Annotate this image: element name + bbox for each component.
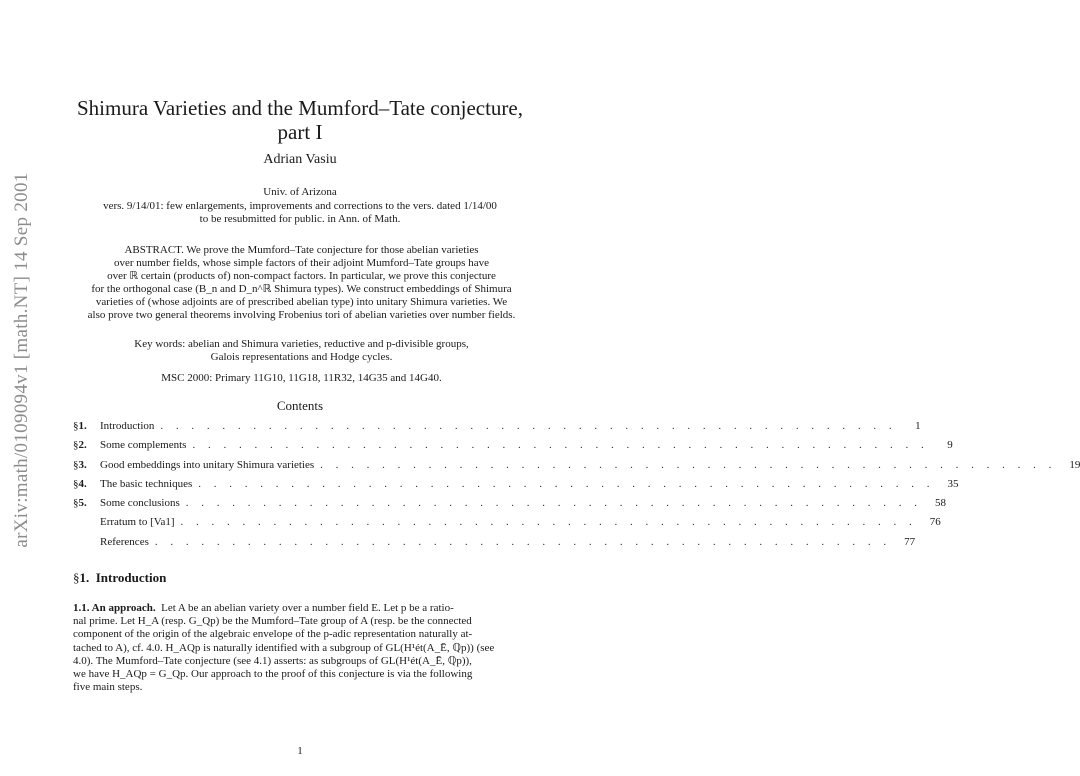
keywords (74, 338, 529, 364)
toc-number (73, 497, 100, 509)
toc-label: Erratum to [Va1] (100, 516, 175, 529)
page-number: 1 (297, 745, 303, 757)
abstract (74, 244, 529, 322)
affiliation: Univ. of Arizona (263, 186, 337, 198)
toc-entry-references[interactable] (73, 535, 916, 555)
toc-number (73, 439, 100, 451)
toc-entry-introduction[interactable] (73, 420, 921, 439)
toc-page: 35 (947, 477, 959, 490)
toc-page: 9 (947, 439, 953, 452)
section-symbol: § (73, 458, 79, 471)
toc-leader-dots: . . . . . . . . . . . . . . . . . . . . . . . . . . . . . . . . . . . . . . . . . . . . . . . . (198, 477, 935, 490)
paragraph-line: component of the origin of the algebraic envelope of the p-adic representation naturally at- (73, 628, 473, 641)
paragraph-text: Let A be an abelian variety over a number field E. Let p be a ratio- (161, 602, 454, 614)
toc-entry-good-embeddings[interactable] (73, 458, 1080, 478)
msc-classification: MSC 2000: Primary 11G10, 11G18, 11R32, 14G35 and 14G40. (161, 372, 442, 384)
toc-page: 1 (915, 420, 921, 432)
version-note-line-1: vers. 9/14/01: few enlargements, improvements and corrections to the vers. dated 1/14/00 (103, 200, 497, 212)
toc-number-value: 1. (78, 420, 87, 432)
abstract-label: ABSTRACT. (124, 244, 184, 256)
toc-entry-erratum[interactable] (73, 516, 941, 535)
paragraph-line: tached to A), cf. 4.0. H_AQp is naturally identified with a subgroup of GL(H¹ét(A_Ē, ℚp)) (see (73, 641, 495, 654)
toc-label: Some complements (100, 439, 187, 452)
title-line-2: part I (277, 120, 323, 144)
toc-number-value: 2. (78, 439, 87, 452)
toc-number-value: 3. (78, 458, 87, 471)
section-symbol: § (73, 420, 79, 432)
intro-paragraph (73, 602, 529, 694)
section-symbol: § (73, 497, 79, 510)
toc-entry-basic-techniques[interactable] (73, 477, 959, 497)
paragraph-line: we have H_AQp = G_Qp. Our approach to the proof of this conjecture is via the following (73, 668, 473, 681)
paragraph-line: 4.0). The Mumford–Tate conjecture (see 4.1) asserts: as subgroups of GL(H¹ét(A_Ē, ℚp)), (73, 654, 472, 667)
toc-page: 58 (935, 497, 946, 510)
toc-label: Good embeddings into unitary Shimura varieties (100, 458, 315, 471)
section-heading (73, 570, 166, 586)
table-of-contents (73, 420, 1080, 555)
paragraph-line: nal prime. Let H_A (resp. G_Qp) be the Mumford–Tate group of A (resp. be the connected (73, 615, 472, 628)
abstract-line: also prove two general theorems involving Frobenius tori of abelian varieties over number fields. (87, 309, 516, 321)
toc-page: 77 (904, 535, 916, 548)
toc-leader-dots: . . . . . . . . . . . . . . . . . . . . . . . . . . . . . . . . . . . . . . . . . . . . . . . . (185, 497, 922, 510)
section-title: Introduction (95, 570, 167, 585)
section-number: 1. (79, 570, 90, 585)
toc-label: Introduction (100, 420, 155, 432)
toc-number-value: 4. (78, 477, 87, 490)
toc-leader-dots: . . . . . . . . . . . . . . . . . . . . . . . . . . . . . . . . . . . . . . . . . . . . . . . . (192, 439, 929, 452)
toc-leader-dots: . . . . . . . . . . . . . . . . . . . . . . . . . . . . . . . . . . . . . . . . . . . . . . . . (320, 458, 1057, 471)
abstract-line: over number fields, whose simple factors of their adjoint Mumford–Tate groups have (114, 257, 489, 269)
toc-leader-dots: . . . . . . . . . . . . . . . . . . . . . . . . . . . . . . . . . . . . . . . . . . . . . . . . (180, 516, 917, 529)
keywords-line: Galois representations and Hodge cycles. (210, 351, 393, 363)
toc-label: References (100, 535, 149, 548)
toc-label: The basic techniques (100, 477, 193, 490)
toc-number (73, 478, 100, 490)
author-name: Adrian Vasiu (263, 152, 337, 167)
section-symbol: § (73, 477, 79, 490)
toc-number-value: 5. (78, 497, 87, 510)
abstract-text: We prove the Mumford–Tate conjecture for those abelian varieties (186, 244, 479, 256)
toc-entry-some-conclusions[interactable] (73, 497, 946, 516)
toc-number (73, 420, 100, 432)
toc-leader-dots: . . . . . . . . . . . . . . . . . . . . . . . . . . . . . . . . . . . . . . . . . . . . . . . . (154, 535, 892, 548)
toc-page: 19 (1069, 458, 1080, 471)
section-symbol: § (73, 439, 79, 452)
arxiv-stamp (8, 150, 36, 570)
paragraph-line (73, 602, 529, 615)
affiliation-block (60, 186, 540, 226)
abstract-line: over ℝ certain (products of) non-compact factors. In particular, we prove this conjecture (107, 270, 496, 282)
toc-page: 76 (929, 516, 941, 529)
abstract-line: for the orthogonal case (B_n and D_n^ℝ Shimura types). We construct embeddings of Shimura (91, 283, 512, 295)
version-note-line-2: to be resubmitted for public. in Ann. of Math. (199, 213, 401, 225)
toc-entry-some-complements[interactable] (73, 439, 953, 458)
toc-number (73, 459, 100, 471)
arxiv-identifier: arXiv:math/0109094v1 [math.NT] 14 Sep 2001 (11, 172, 32, 548)
subsection-heading: 1.1. An approach. (73, 602, 156, 614)
toc-leader-dots: . . . . . . . . . . . . . . . . . . . . . . . . . . . . . . . . . . . . . . . . . . . . . . . . (160, 420, 897, 432)
keywords-line: Key words: abelian and Shimura varieties, reductive and p-divisible groups, (134, 338, 469, 350)
abstract-line: varieties of (whose adjoints are of prescribed abelian type) into unitary Shimura varieties. We (95, 296, 508, 308)
toc-label: Some conclusions (100, 497, 180, 510)
title-line-1: Shimura Varieties and the Mumford–Tate conjecture, (76, 96, 523, 120)
paragraph-line: five main steps. (73, 681, 143, 694)
contents-title: Contents (276, 398, 324, 413)
abstract-line (74, 244, 529, 257)
section-symbol: § (73, 570, 80, 585)
paper-title (50, 96, 550, 144)
